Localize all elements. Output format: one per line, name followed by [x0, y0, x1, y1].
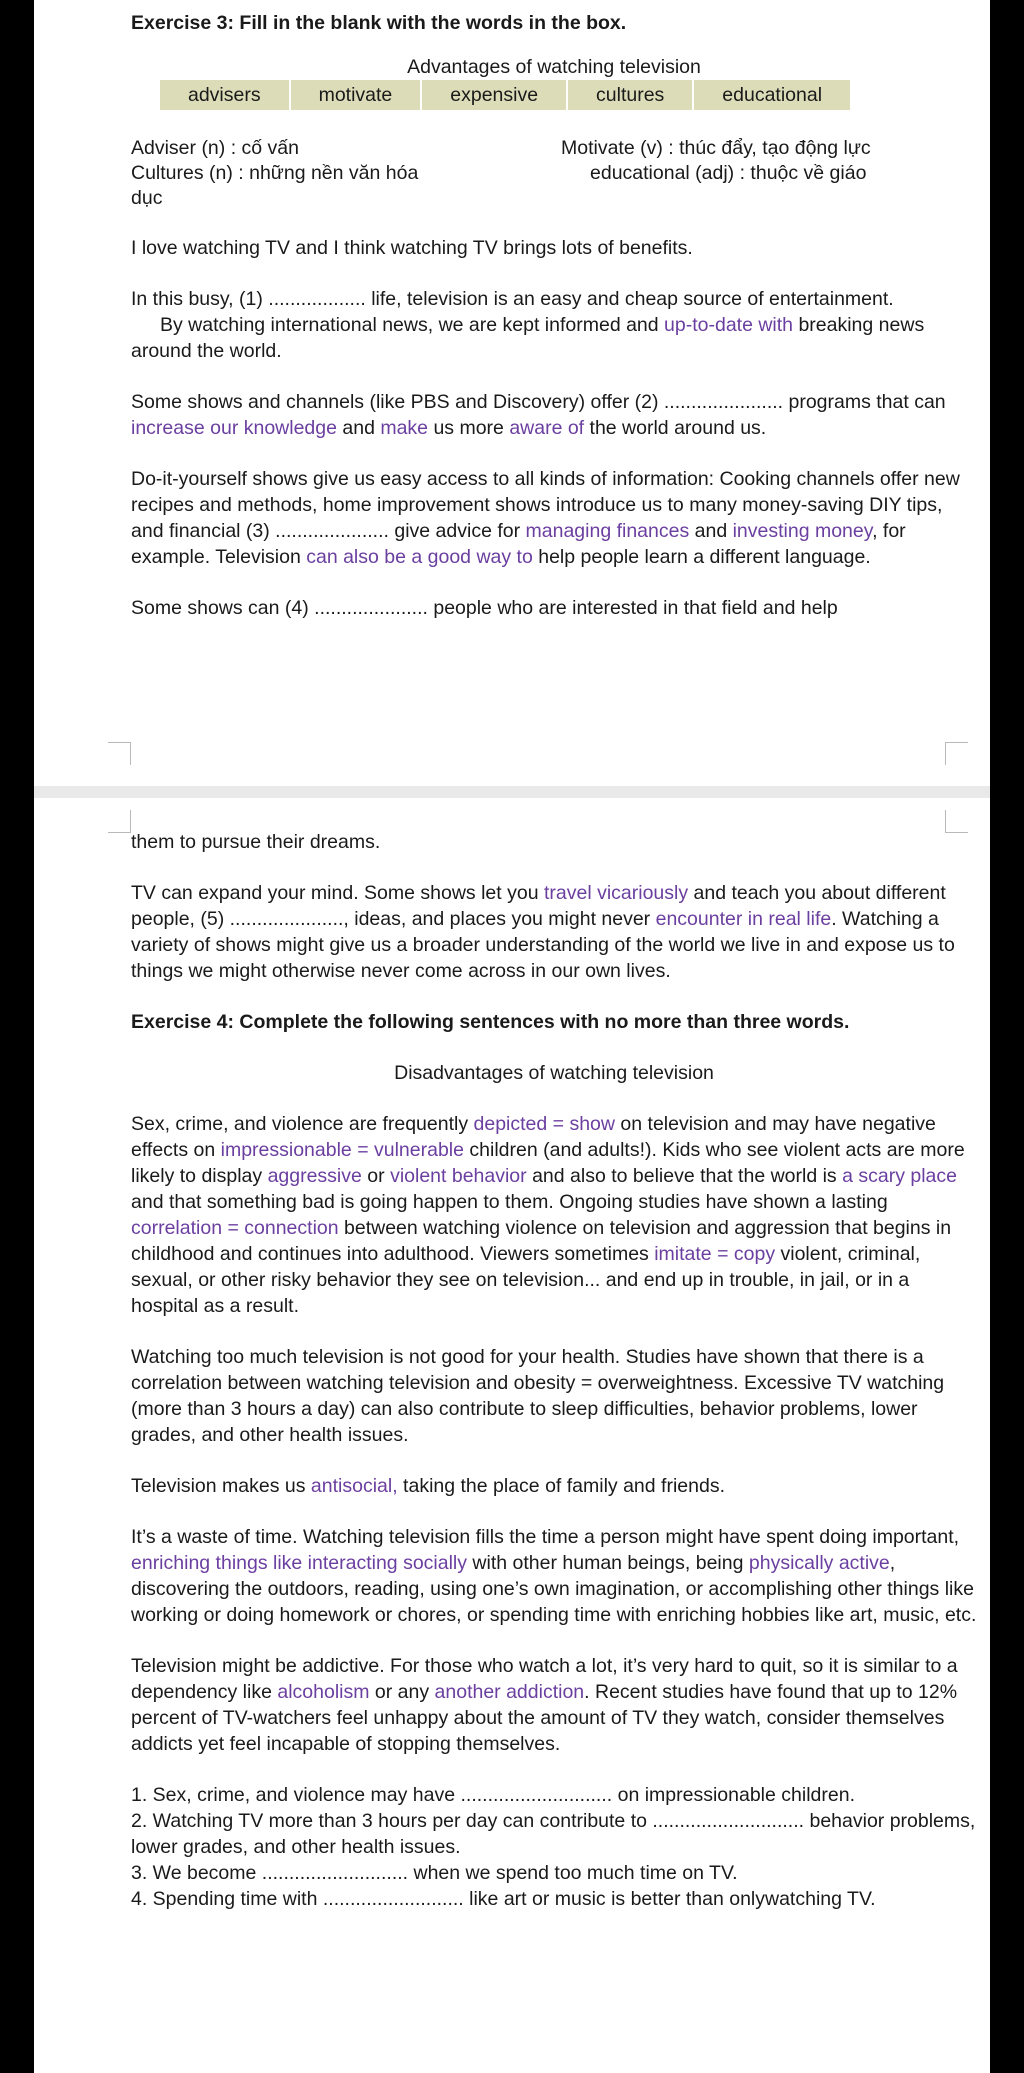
- question-list: [131, 1782, 977, 1912]
- paragraph-5: TV can expand your mind. Some shows let you travel vicariously and teach you about different people, (5) ....................., ideas, and places you might never encounter in real life. Watching a variety of shows might give us a broader understanding of the world we live in and expose us to things we might otherwise never come across in our own lives.: [131, 882, 955, 982]
- vocab-entry: educational (adj) : thuộc về giáo: [590, 162, 867, 184]
- paragraph-4-continued: them to pursue their dreams.: [131, 831, 381, 853]
- word-box-item: motivate: [291, 80, 423, 110]
- left-margin: [0, 0, 34, 2073]
- vocab-entry: Motivate (v) : thúc đẩy, tạo động lực: [561, 137, 871, 159]
- vocabulary-list: [131, 136, 977, 211]
- document-page-2: [34, 798, 990, 2073]
- word-box-item: expensive: [422, 80, 568, 110]
- page-corner-mark: [108, 742, 131, 765]
- paragraph-2: Some shows and channels (like PBS and Discovery) offer (2) ...................... programs that can increase our knowledge and make us more aware of the world around us.: [131, 391, 946, 439]
- question-item: 1. Sex, crime, and violence may have ............................ on impressionable children.: [131, 1784, 855, 1806]
- right-margin: [990, 0, 1024, 2073]
- paragraph-1: In this busy, (1) .................. life, television is an easy and cheap source of entertainment. By watching international news, we are kept informed and up-to-date with breaking news around the world.: [131, 288, 925, 362]
- question-item: 2. Watching TV more than 3 hours per day can contribute to ............................ behavior problems, lower grades, and other health issues.: [131, 1810, 976, 1858]
- vocab-entry: Cultures (n) : những nền văn hóa: [131, 162, 419, 184]
- page-corner-mark: [108, 810, 131, 833]
- paragraph-3: Do-it-yourself shows give us easy access to all kinds of information: Cooking channels offer new recipes and methods, home improvement shows introduce us to many money-saving DIY tips, and financial (3) ..................... give advice for managing finances and investing money, for example. Television can also be a good way to help people learn a different language.: [131, 468, 960, 568]
- box-title: Advantages of watching television: [407, 56, 701, 78]
- disadvantage-paragraph-5: Television might be addictive. For those who watch a lot, it’s very hard to quit, so it is similar to a dependency like alcoholism or any another addiction. Recent studies have found that up to 12% percent of TV-watchers feel unhappy about the amount of TV they watch, consider themselves addicts yet feel incapable of stopping themselves.: [131, 1655, 958, 1755]
- word-box-item: cultures: [568, 80, 694, 110]
- document-page-1: [34, 0, 990, 786]
- word-box-item: educational: [722, 84, 823, 106]
- question-item: 4. Spending time with .......................... like art or music is better than onlywatching TV.: [131, 1888, 876, 1910]
- vocab-entry: [561, 186, 977, 211]
- word-box: [160, 80, 850, 110]
- disadvantage-paragraph-2: Watching too much television is not good for your health. Studies have shown that there is a correlation between watching television and obesity = overweightness. Excessive TV watching (more than 3 hours a day) can also contribute to sleep difficulties, behavior problems, lower grades, and other health issues.: [131, 1346, 945, 1446]
- vocab-entry: dục: [131, 187, 163, 209]
- exercise-4-title: Exercise 4: Complete the following sentences with no more than three words.: [131, 1011, 850, 1033]
- intro-paragraph: I love watching TV and I think watching TV brings lots of benefits.: [131, 237, 693, 259]
- paragraph-4: Some shows can (4) ..................... people who are interested in that field and help: [131, 597, 838, 619]
- exercise-3-title: Exercise 3: Fill in the blank with the words in the box.: [131, 12, 627, 34]
- disadvantage-paragraph-1: Sex, crime, and violence are frequently depicted = show on television and may have negative effects on impressionable = vulnerable children (and adults!). Kids who see violent acts are more likely to display aggressive or violent behavior and also to believe that the world is a scary place and that something bad is going happen to them. Ongoing studies have shown a lasting correlation = connection between watching violence on television and aggression that begins in childhood and continues into adulthood. Viewers sometimes imitate = copy violent, criminal, sexual, or other risky behavior they see on television... and end up in trouble, in jail, or in a hospital as a result.: [131, 1113, 965, 1317]
- vocab-entry: Adviser (n) : cố vấn: [131, 137, 299, 159]
- question-item: 3. We become ........................... when we spend too much time on TV.: [131, 1862, 738, 1884]
- disadvantage-paragraph-3: Television makes us antisocial, taking the place of family and friends.: [131, 1475, 725, 1497]
- page-corner-mark: [945, 742, 968, 765]
- exercise-4-subtitle: Disadvantages of watching television: [394, 1062, 714, 1084]
- disadvantage-paragraph-4: It’s a waste of time. Watching television fills the time a person might have spent doing important, enriching things like interacting socially with other human beings, being physically active, discovering the outdoors, reading, using one’s own imagination, or accomplishing other things like working or doing homework or chores, or spending time with enriching hobbies like art, music, etc.: [131, 1526, 977, 1626]
- word-box-item: advisers: [160, 80, 291, 110]
